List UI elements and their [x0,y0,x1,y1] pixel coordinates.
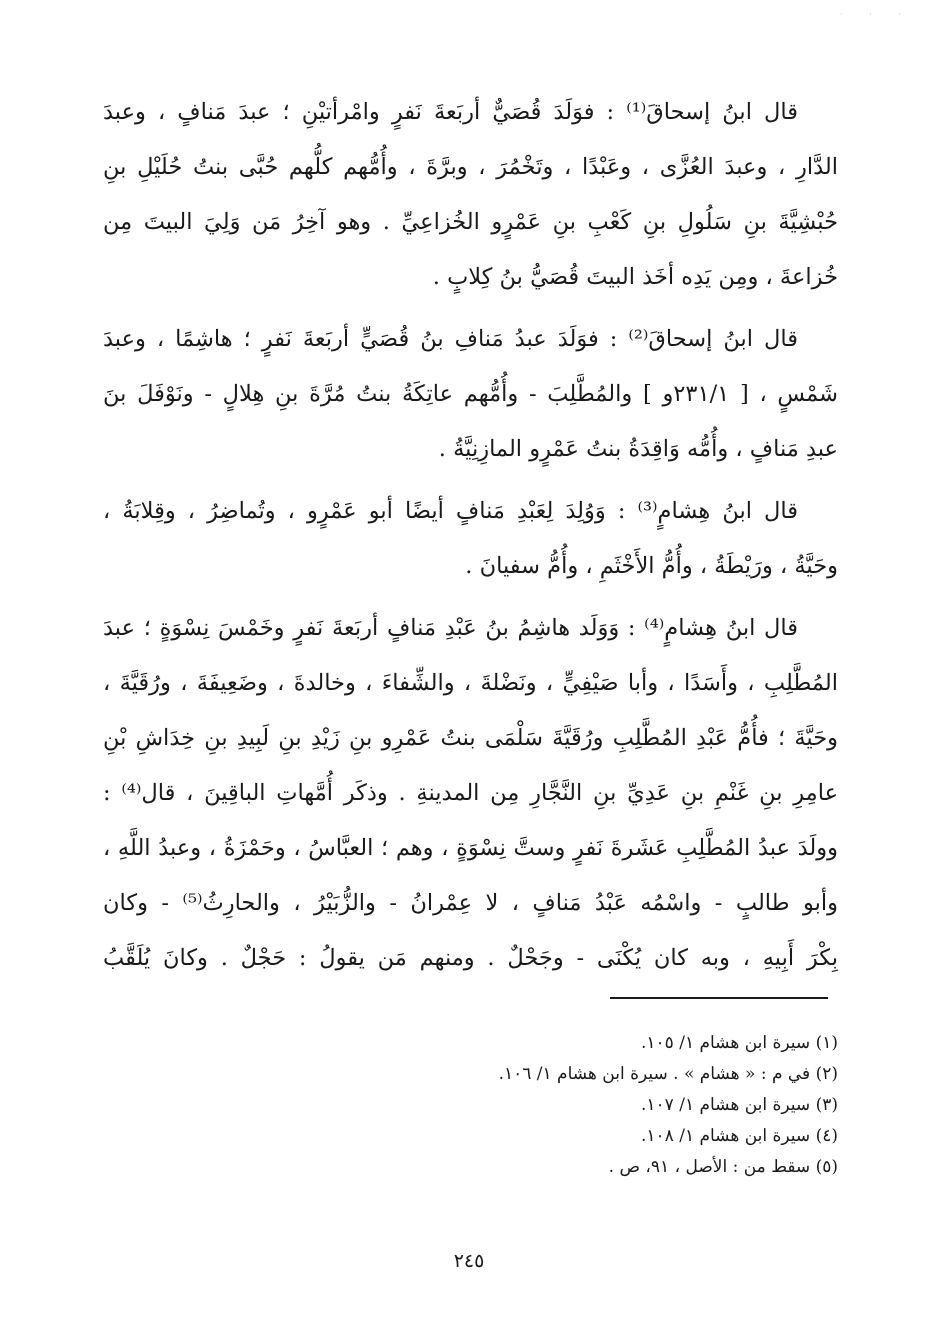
footnote: (٥) سقط من : الأصل ، ٩١، ص . [608,1157,838,1177]
footnote: (٣) سيرة ابن هشام ١/ ١٠٧. [640,1095,838,1115]
text-line: بِكْرَ أَبِيهِ ، وبه كان يُكْنَى - وجَحْلٌ . ومنهم مَن يقولُ : حَجْلٌ . وكانَ يُلَقَّبُ [103,945,838,971]
paragraph-2 [103,312,838,477]
text-line: وحَيَّةُ ، ورَيْطَةُ ، وأُمُّ الأَخْثَمِ ، وأُمُّ سفيانَ . [465,553,838,579]
text-line: وحَيَّةَ ؛ فأُمُّ عَبْدِ المُطَّلِبِ ورُقَيَّةَ سَلْمَى بنتُ عَمْرِو بنِ زَيْدِ بنِ لَبِيدِ بنِ خِدَاشِ بْنِ [103,725,838,751]
text-line: الدَّارِ ، وعبدَ العُزَّى ، وعَبْدًا ، وتَخْمُرَ ، وبرَّةَ ، وأُمُّهم كلُّهم حُبَّى بنتُ حُلَيْلِ بنِ [103,154,838,180]
scan-speckle: · · · [840,10,913,19]
text-line: المُطَّلِبِ ، وأَسَدًا ، وأبا صَيْفِيٍّ ، ونَضْلةَ ، والشِّفاءَ ، وخالدةَ ، وضَعِيفَةَ ، ورُقَيَّةَ ، [103,670,838,696]
text-line: قال ابنُ إسحاقَ⁽²⁾ : فوَلَدَ عبدُ مَنافِ بنُ قُصَيٍّ أربَعةَ نَفرٍ ؛ هاشِمًا ، وعبدَ [103,326,799,352]
page-number: ٢٤٥ [453,1250,485,1272]
text-line: عبدِ مَنافٍ ، وأُمُّه وَاقِدَةُ بنتُ عَمْرٍو المازِنِيَّةُ . [438,436,838,462]
text-line: قال ابنُ إسحاقَ⁽¹⁾ : فوَلَدَ قُصَيٌّ أربَعةَ نَفرٍ وامْرأتيْنِ ؛ عبدَ مَنافٍ ، وعبدَ [103,99,798,125]
text-line: شَمْسٍ ، [ ٢٣١/١و ] والمُطَّلِبَ - وأُمُّهم عاتِكَةُ بنتُ مُرَّةَ بنِ هِلالٍ - ونَوْفَلَ بنَ [103,381,838,407]
paragraph-4 [103,601,838,986]
footnote: (٤) سيرة ابن هشام ١/ ١٠٨. [640,1126,838,1146]
footnote: (١) سيرة ابن هشام ١/ ١٠٥. [640,1033,838,1053]
text-line: حُبْشِيَّةَ بنِ سَلُولِ بنِ كَعْبِ بنِ عَمْرٍو الخُزاعِيِّ . وهو آخِرُ مَن وَلِيَ البيتَ مِن [103,209,838,235]
main-text [103,85,838,986]
paragraph-3 [103,484,838,594]
text-line: وأبو طالبٍ - واسْمُه عَبْدُ مَنافٍ ، لا عِمْرانُ - والزُّبَيْرُ ، والحارِثُ⁽⁵⁾ - وكان [103,890,838,916]
text-line: خُزاعةَ ، ومِن يَدِه أخَذ البيتَ قُصَيُّ بنُ كِلابٍ . [432,264,838,290]
text-line: وولَدَ عبدُ المُطَّلِبِ عَشَرةَ نَفرٍ وستَّ نِسْوَةٍ ، وهم ؛ العبَّاسُ ، وحَمْزَةُ ، وعبدُ اللَّهِ ، [103,835,838,861]
text-line: قال ابنُ هِشامٍ⁽⁴⁾ : وَوَلَد هاشِمُ بنُ عَبْدِ مَنافٍ أربَعةَ نَفرٍ وخَمْسَ نِسْوَةٍ ؛ عبدَ [103,615,798,641]
footnote: (٢) في م : « هشام » . سيرة ابن هشام ١/ ١٠٦. [498,1064,838,1084]
text-line: عامِرِ بنِ غَنْمِ بنِ عَدِيِّ بنِ النَّجَّارِ مِن المدينةِ . وذكَر أُمَّهاتِ الباقِينَ ، قال⁽⁴⁾ : [103,780,838,806]
footnote-separator [610,997,828,999]
text-line: قال ابنُ هِشامٍ⁽³⁾ : وَوُلِدَ لِعَبْدِ مَنافٍ أيضًا أبو عَمْرٍو ، وتُماضِرُ ، وقِلابَةُ ، [103,498,799,524]
paragraph-1 [103,85,838,305]
footnotes [103,1028,838,1183]
